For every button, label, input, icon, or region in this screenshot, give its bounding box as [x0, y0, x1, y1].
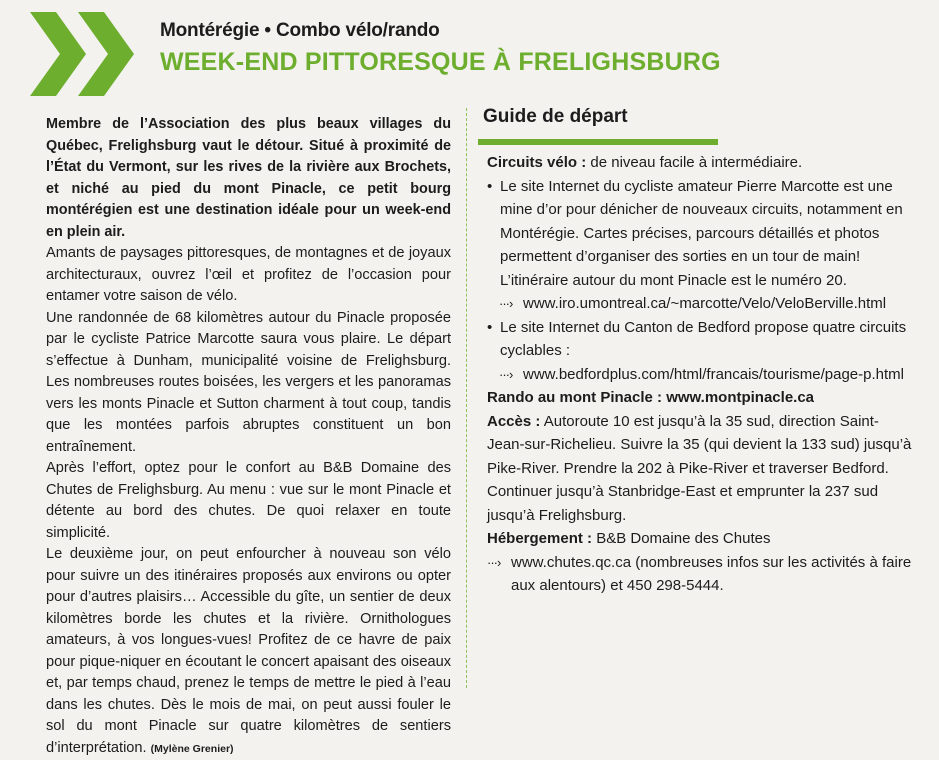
- guide-title: Guide de départ: [483, 106, 628, 127]
- article-paragraph: Une randonnée de 68 kilomètres autour du Pinacle proposée par le cycliste Patrice Marcotte saura vous plaire. Le départ s’effectue à Dunham, municipalité voisine de Frelighsburg. Les nombreuses routes boisées, les vergers et les panoramas vers les monts Pinacle et Sutton charment à tout coup, tandis que les montées parfois abruptes constituent un bon entraînement.: [46, 309, 451, 455]
- double-chevron-icon: [28, 8, 140, 100]
- hebergement-label: Hébergement :: [487, 530, 593, 547]
- list-item: [487, 316, 912, 363]
- link-item: [487, 292, 912, 316]
- rando-label: Rando au mont Pinacle :: [487, 389, 663, 406]
- article-paragraph: [46, 544, 451, 760]
- article-body: [46, 114, 451, 760]
- bullet-icon: •: [487, 318, 493, 336]
- acces-text: Autoroute 10 est jusqu’à la 35 sud, direction Saint-Jean-sur-Richelieu. Suivre la 35 (qui devient la 133 sud) jusqu’à Pike-River. Prendre la 202 à Pike-River et traverser Bedford. Continuer jusqu’à Stanbridge-East et emprunter la 237 sud jusqu’à Frelighsburg.: [487, 412, 912, 524]
- link-text: www.iro.umontreal.ca/~marcotte/Velo/VeloBerville.html: [523, 295, 887, 312]
- link-text: www.bedfordplus.com/html/francais/tourisme/page-p.html: [523, 365, 904, 383]
- guide-title-underline: [478, 139, 718, 145]
- link-item: [487, 363, 912, 387]
- arrow-icon: ···›: [487, 554, 501, 570]
- article-paragraph: Après l’effort, optez pour le confort au B&B Domaine des Chutes de Frelighsburg. Au menu : vue sur le mont Pinacle et détente au bord des chutes. De quoi relaxer en toute simplicité.: [46, 460, 451, 541]
- circuits-line: [487, 151, 912, 175]
- hebergement-text: B&B Domaine des Chutes: [596, 530, 771, 547]
- circuits-text: de niveau facile à intermédiaire.: [590, 154, 803, 171]
- rando-line: [487, 386, 912, 410]
- hebergement-line: [487, 527, 912, 551]
- article-paragraph-text: Le deuxième jour, on peut enfourcher à nouveau son vélo pour suivre un des itinéraires proposés aux environs ou opter pour d’autres plaisirs… Accessible du gîte, un sentier de deux kilomètres borde les chutes et la rivière. Ornithologues amateurs, à vos longues-vues! Profitez de ce havre de paix pour pique-niquer en écoutant le concert apaisant des oiseaux et, par temps chaud, prenez le temps de mettre le pied à l’eau dans les chutes. Dès le mois de mai, on peut aussi fouler le sol du mont Pinacle sur quatre kilomètres de sentiers d’interprétation.: [46, 546, 451, 756]
- link-text: www.chutes.qc.ca (nombreuses infos sur les activités à faire aux alentours) et 450 298-5444.: [511, 553, 912, 594]
- arrow-icon: ···›: [499, 366, 513, 382]
- list-item-text: Le site Internet du cycliste amateur Pierre Marcotte est une mine d’or pour dénicher de nouveaux circuits, notamment en Montérégie. Cartes précises, parcours détaillés et photos permettent d’organiser des sorties en un tour de main! L’itinéraire autour du mont Pinacle est le numéro 20.: [500, 177, 903, 289]
- article-headline: WEEK-END PITTORESQUE À FRELIGHSBURG: [160, 48, 721, 76]
- guide-body: [487, 151, 912, 598]
- article-lead: Membre de l’Association des plus beaux villages du Québec, Frelighsburg vaut le détour. Situé à proximité de l’État du Vermont, sur les rives de la rivière aux Brochets, et niché au pied du mont Pinacle, ce petit bourg montérégien est une destination idéale pour un week-end en plein air.: [46, 116, 451, 240]
- chevron-left-shape: [30, 12, 86, 96]
- list-item-text: Le site Internet du Canton de Bedford propose quatre circuits cyclables :: [500, 318, 907, 359]
- article-paragraph: Amants de paysages pittoresques, de montagnes et de joyaux architecturaux, ouvrez l’œil et profitez de l’occasion pour entamer votre saison de vélo.: [46, 245, 451, 304]
- arrow-icon: ···›: [499, 296, 513, 311]
- bullet-icon: •: [487, 177, 493, 195]
- chevron-right-shape: [78, 12, 134, 96]
- acces-paragraph: [487, 410, 912, 528]
- section-kicker: Montérégie • Combo vélo/rando: [160, 20, 440, 41]
- column-divider: [466, 108, 468, 688]
- author-signature: (Mylène Grenier): [150, 742, 234, 755]
- acces-label: Accès :: [487, 412, 541, 430]
- circuits-label: Circuits vélo :: [487, 154, 587, 171]
- link-item: [487, 551, 912, 598]
- rando-link: www.montpinacle.ca: [666, 389, 815, 406]
- list-item: [487, 175, 912, 293]
